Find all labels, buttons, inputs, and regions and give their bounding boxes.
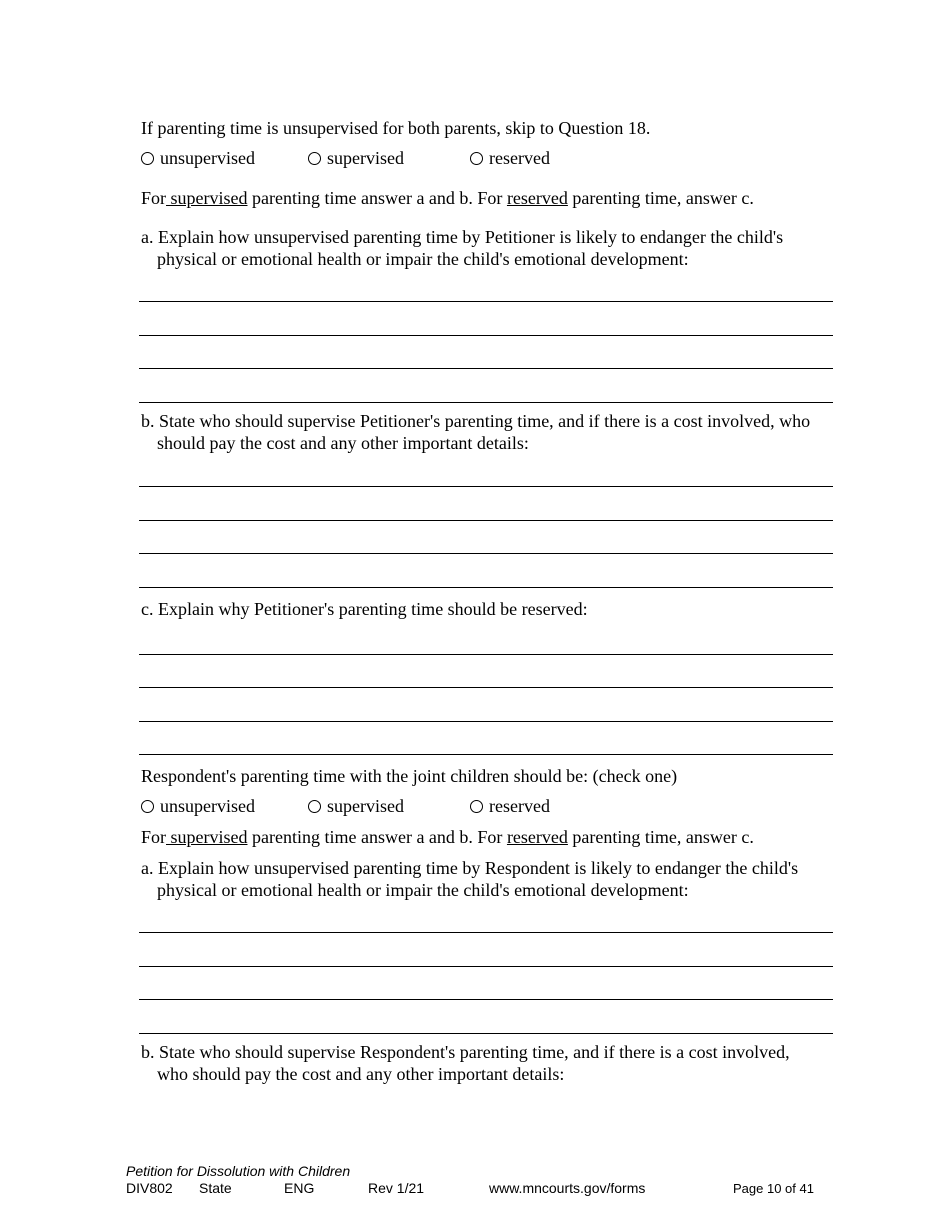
petitioner-answer-instruction: [141, 187, 754, 209]
question-a-line2: physical or emotional health or impair the child's emotional development:: [157, 249, 689, 269]
respondent-question-a: [141, 857, 798, 901]
footer-form-id: DIV802: [126, 1180, 173, 1196]
option-label: unsupervised: [160, 796, 255, 816]
question-c-line1: c. Explain why Petitioner's parenting time should be reserved:: [141, 599, 588, 619]
answer-line[interactable]: [139, 402, 833, 403]
option-label: reserved: [489, 796, 550, 816]
option-label: supervised: [327, 148, 404, 168]
answer-line[interactable]: [139, 1033, 833, 1034]
instr-text: For: [141, 827, 167, 847]
radio-circle-icon[interactable]: [470, 800, 483, 813]
answer-line[interactable]: [139, 932, 833, 933]
footer-form-title: Petition for Dissolution with Children: [126, 1163, 351, 1179]
question-b-line2: should pay the cost and any other important details:: [157, 433, 529, 453]
answer-line[interactable]: [139, 335, 833, 336]
answer-line[interactable]: [139, 687, 833, 688]
option-label: supervised: [327, 796, 404, 816]
instr-text: parenting time, answer c.: [567, 827, 754, 847]
footer-url[interactable]: www.mncourts.gov/forms: [489, 1180, 646, 1196]
respondent-option-supervised[interactable]: [308, 796, 404, 817]
question-a-line2: physical or emotional health or impair the child's emotional development:: [157, 880, 689, 900]
respondent-parenting-intro: Respondent's parenting time with the joint children should be: (check one): [141, 766, 678, 786]
question-b-line2: who should pay the cost and any other important details:: [157, 1064, 565, 1084]
answer-line[interactable]: [139, 553, 833, 554]
petitioner-option-reserved[interactable]: [470, 148, 550, 169]
radio-circle-icon[interactable]: [470, 152, 483, 165]
petitioner-question-b: [141, 410, 810, 454]
skip-instruction: If parenting time is unsupervised for both parents, skip to Question 18.: [141, 118, 651, 138]
radio-circle-icon[interactable]: [308, 800, 321, 813]
respondent-answer-instruction: [141, 826, 754, 848]
instr-underlined-reserved: reserved: [506, 827, 568, 847]
radio-circle-icon[interactable]: [308, 152, 321, 165]
instr-text: parenting time, answer c.: [567, 188, 754, 208]
answer-line[interactable]: [139, 301, 833, 302]
radio-circle-icon[interactable]: [141, 800, 154, 813]
petitioner-question-c: [141, 598, 588, 620]
respondent-option-unsupervised[interactable]: [141, 796, 255, 817]
answer-line[interactable]: [139, 966, 833, 967]
answer-line[interactable]: [139, 999, 833, 1000]
instr-underlined-supervised: supervised: [166, 188, 248, 208]
petitioner-option-unsupervised[interactable]: [141, 148, 255, 169]
answer-line[interactable]: [139, 587, 833, 588]
question-b-line1: b. State who should supervise Respondent's parenting time, and if there is a cost involved,: [141, 1042, 790, 1062]
option-label: reserved: [489, 148, 550, 168]
instr-underlined-supervised: supervised: [166, 827, 248, 847]
instr-text: For: [141, 188, 167, 208]
instr-text: parenting time answer a and b. For: [247, 827, 507, 847]
petitioner-option-supervised[interactable]: [308, 148, 404, 169]
instr-underlined-reserved: reserved: [506, 188, 568, 208]
option-label: unsupervised: [160, 148, 255, 168]
radio-circle-icon[interactable]: [141, 152, 154, 165]
answer-line[interactable]: [139, 486, 833, 487]
footer-language: ENG: [284, 1180, 315, 1196]
answer-line[interactable]: [139, 368, 833, 369]
answer-line[interactable]: [139, 721, 833, 722]
instr-text: parenting time answer a and b. For: [247, 188, 507, 208]
footer-revision: Rev 1/21: [368, 1180, 425, 1196]
respondent-option-reserved[interactable]: [470, 796, 550, 817]
petitioner-question-a: [141, 226, 783, 270]
question-b-line1: b. State who should supervise Petitioner's parenting time, and if there is a cost involved, who: [141, 411, 811, 431]
answer-line[interactable]: [139, 654, 833, 655]
answer-line[interactable]: [139, 754, 833, 755]
footer-state: State: [199, 1180, 232, 1196]
question-a-line1: a. Explain how unsupervised parenting time by Petitioner is likely to endanger the child's: [141, 227, 784, 247]
question-a-line1: a. Explain how unsupervised parenting time by Respondent is likely to endanger the child's: [141, 858, 799, 878]
respondent-question-b: [141, 1041, 790, 1085]
footer-page-number: Page 10 of 41: [733, 1181, 814, 1196]
answer-line[interactable]: [139, 520, 833, 521]
